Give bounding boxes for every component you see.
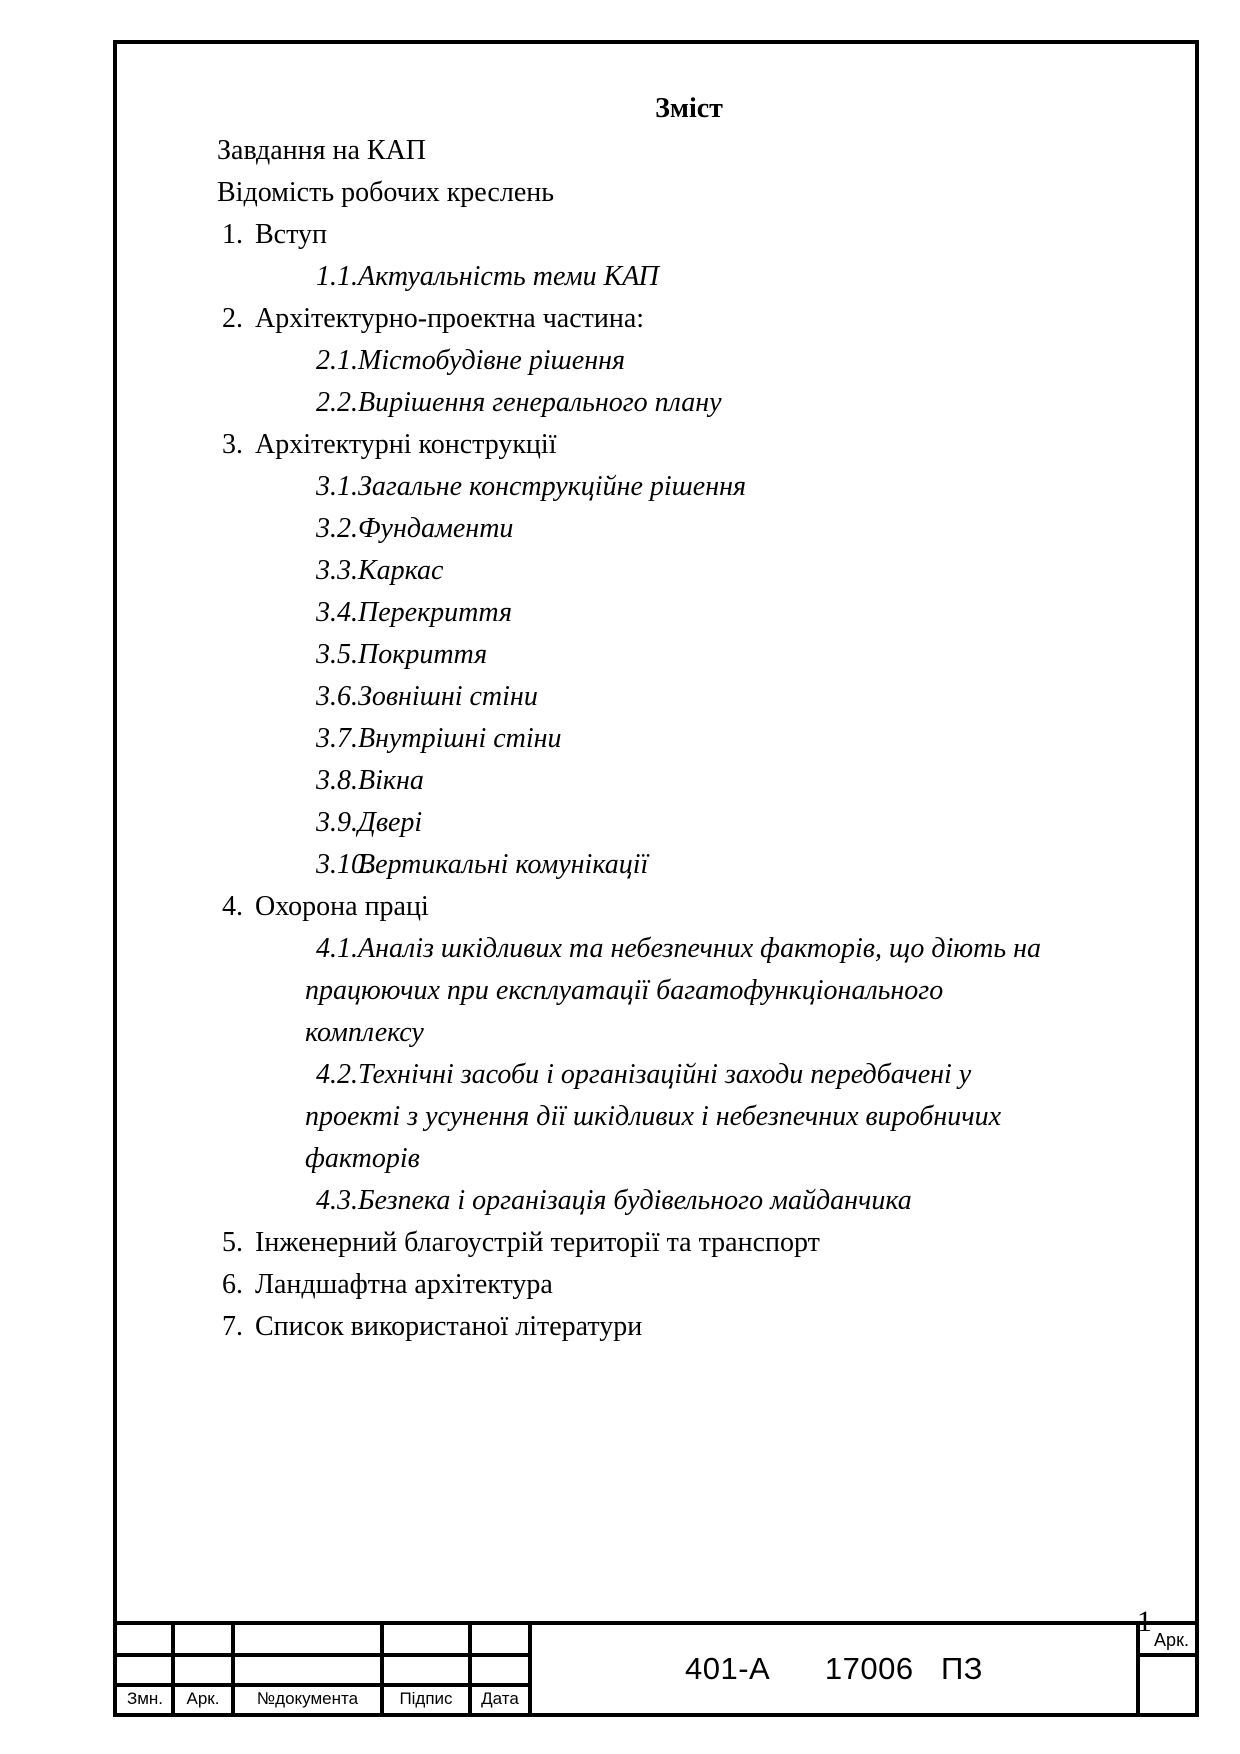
toc-list (217, 130, 1161, 1348)
toc-item-number: 2. (222, 303, 243, 334)
toc-item-number: 3.5. (316, 639, 358, 670)
toc-item-number: 7. (222, 1311, 243, 1342)
toc-subitem (217, 844, 1161, 886)
toc-item (217, 886, 1161, 928)
stamp-col-date: Дата (481, 1689, 519, 1708)
toc-item-text: Внутрішні стіни (358, 723, 562, 754)
toc-item-number: 6. (222, 1269, 243, 1300)
toc-subitem (217, 718, 1161, 760)
toc-item-text: Загальне конструкційне рішення (358, 471, 747, 502)
toc-item (217, 1222, 1161, 1264)
toc-item-number: 3.7. (316, 723, 358, 754)
toc-item-text: Архітектурно-проектна частина: (255, 303, 645, 334)
stamp-divider (1136, 1653, 1195, 1657)
toc-item-text: Покриття (358, 639, 488, 670)
toc-subitem (217, 802, 1161, 844)
toc-item-number: 2.1. (316, 345, 358, 376)
toc-item-number: 4.1. (316, 933, 358, 964)
toc-item-number: 1.1. (316, 261, 358, 292)
toc-item: Відомість робочих креслень (217, 177, 554, 208)
toc-item-text: Вступ (255, 219, 327, 250)
toc-item-text: Вирішення генерального плану (358, 387, 722, 418)
stamp-col-signature: Підпис (399, 1689, 453, 1708)
toc-item-text: Вікна (358, 765, 424, 796)
toc-item-number: 3.6. (316, 681, 358, 712)
toc-item-number: 3.1. (316, 471, 358, 502)
sheet-number: 1 (1137, 1605, 1152, 1638)
toc-item-text: Перекриття (358, 597, 512, 628)
toc-subitem (217, 550, 1161, 592)
toc-subitem (217, 1180, 1161, 1222)
title-block (113, 1605, 1199, 1717)
toc-subitem (217, 466, 1161, 508)
toc-item-text: Аналіз шкідливих та небезпечних факторів, що діють на працюючих при експлуатації багатофункціонального комплексу (305, 933, 1041, 1048)
toc-item-text: Фундаменти (358, 513, 514, 544)
toc-item-text: Зовнішні стіни (358, 681, 538, 712)
stamp-col-docnum: №документа (256, 1689, 359, 1708)
toc-subitem (217, 592, 1161, 634)
toc-subitem (217, 382, 1161, 424)
toc-item-number: 3.10. (316, 849, 372, 880)
toc-item (217, 424, 1161, 466)
sheet-cell-label: Арк. (1154, 1630, 1189, 1650)
toc-item-text: Ландшафтна архітектура (255, 1269, 553, 1300)
toc-item-number: 3.4. (316, 597, 358, 628)
toc-item (217, 1264, 1161, 1306)
toc-item-number: 3.9. (316, 807, 358, 838)
toc-item-text: Актуальність теми КАП (358, 261, 659, 292)
toc-content (217, 88, 1161, 1348)
toc-item-text: Двері (358, 807, 423, 838)
stamp-col-sheet: Арк. (186, 1689, 220, 1708)
toc-subitem (217, 1054, 1161, 1180)
toc-item-number: 4.2. (316, 1059, 358, 1090)
toc-item (217, 1306, 1161, 1348)
toc-item-number: 3.3. (316, 555, 358, 586)
toc-item-number: 5. (222, 1227, 243, 1258)
stamp-col-change: Змн. (126, 1689, 164, 1708)
toc-item: Завдання на КАП (217, 135, 427, 166)
toc-item-number: 4.3. (316, 1185, 358, 1216)
document-code: 401-А 17006 ПЗ (685, 1651, 983, 1686)
toc-subitem (217, 508, 1161, 550)
page-title: Зміст (655, 93, 723, 124)
toc-item-text: Безпека і організація будівельного майданчика (358, 1185, 912, 1216)
toc-item-text: Інженерний благоустрій території та транспорт (255, 1227, 820, 1258)
toc-item-number: 3.8. (316, 765, 358, 796)
toc-item-text: Вертикальні комунікації (358, 849, 649, 880)
toc-item-number: 2.2. (316, 387, 358, 418)
toc-item-text: Архітектурні конструкції (255, 429, 557, 460)
toc-item-text: Охорона праці (255, 891, 429, 922)
toc-item-number: 4. (222, 891, 243, 922)
toc-subitem (217, 760, 1161, 802)
toc-item-text: Містобудівне рішення (358, 345, 625, 376)
toc-item (217, 214, 1161, 256)
toc-item-text: Список використаної літератури (255, 1311, 643, 1342)
toc-subitem (217, 928, 1161, 1054)
toc-item-number: 3.2. (316, 513, 358, 544)
stamp-divider (117, 1653, 532, 1657)
toc-subitem (217, 634, 1161, 676)
toc-item-text: Технічні засоби і організаційні заходи передбачені у проекті з усунення дії шкідливих і небезпечних виробничих факторів (305, 1059, 1002, 1174)
toc-subitem (217, 676, 1161, 718)
toc-item-text: Каркас (358, 555, 444, 586)
toc-subitem (217, 340, 1161, 382)
toc-item-number: 1. (222, 219, 243, 250)
toc-subitem (217, 256, 1161, 298)
toc-item (217, 298, 1161, 340)
toc-item-number: 3. (222, 429, 243, 460)
